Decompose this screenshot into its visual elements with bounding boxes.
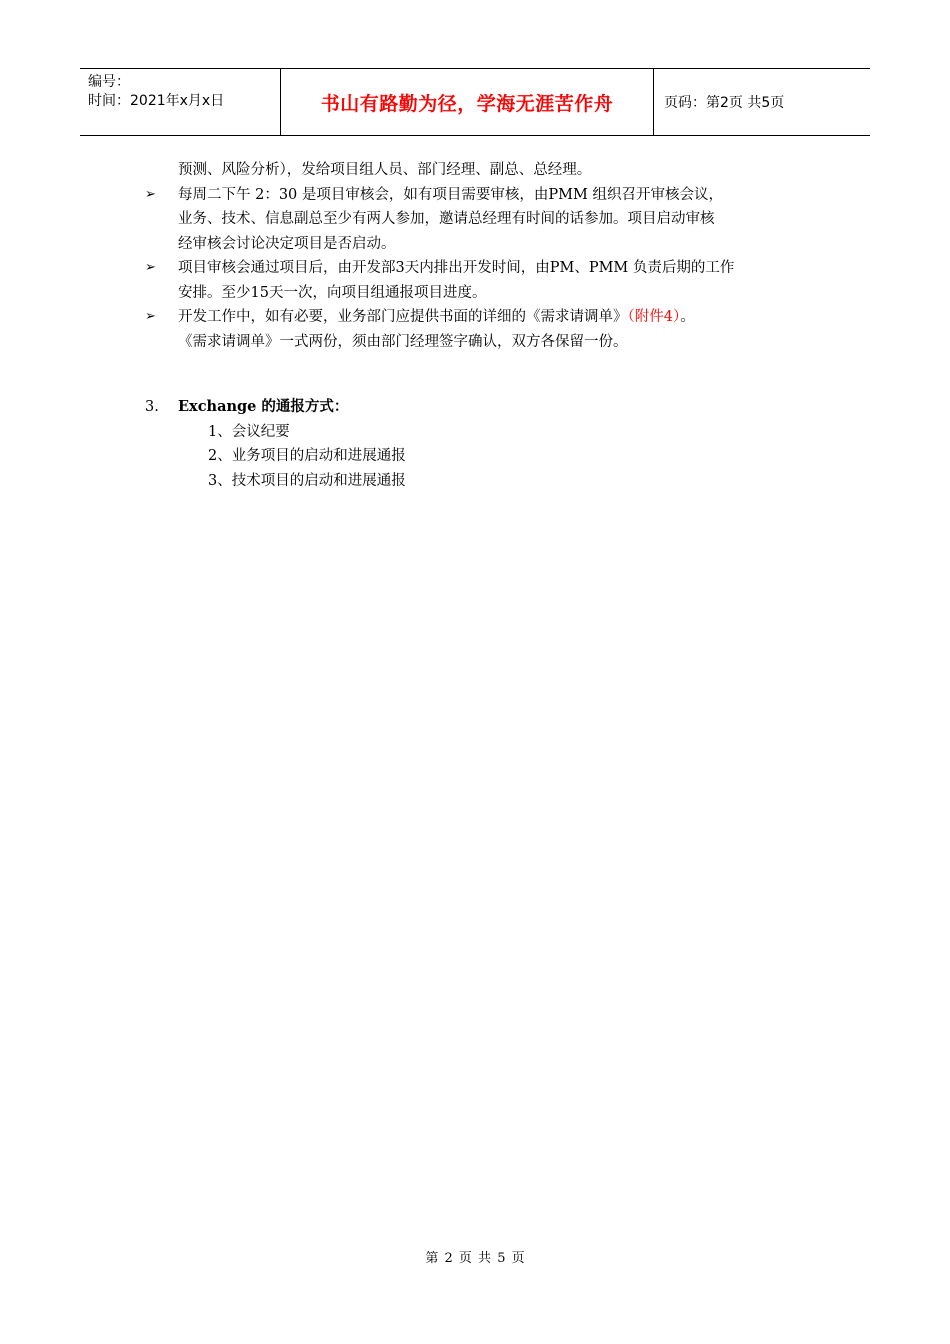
bullet-line: 业务、技术、信息副总至少有两人参加，邀请总经理有时间的话参加。项目启动审核 <box>178 211 715 227</box>
bullet-text <box>178 183 805 257</box>
bullet-line: 经审核会讨论决定项目是否启动。 <box>178 235 396 252</box>
document-date-label: 时间：2021年x月x日 <box>88 93 225 109</box>
document-number-label: 编号： <box>88 74 130 90</box>
header-motto: 书山有路勤为径，学海无涯苦作舟 <box>281 69 654 135</box>
section-list-item: 1、会议纪要 <box>208 423 290 440</box>
section-number: 3. <box>145 399 159 415</box>
arrowhead-bullet-icon: ➢ <box>145 186 156 202</box>
attachment-reference: （附件4） <box>627 309 681 325</box>
section-list <box>145 420 805 494</box>
list-item <box>145 183 805 257</box>
bullet-text <box>178 256 805 305</box>
bullet-line: 每周二下午 2：30 是项目审核会，如有项目需要审核，由PMM 组织召开审核会议， <box>178 186 723 203</box>
header-page-label: 页码：第2页 共5页 <box>664 95 785 111</box>
bullet-text-segment: 。 <box>680 309 695 325</box>
document-body <box>145 158 805 493</box>
bullet-line: 《需求请调单》一式两份，须由部门经理签字确认，双方各保留一份。 <box>178 333 628 350</box>
section-heading <box>145 395 805 420</box>
bullet-line: 安排。至少15天一次，向项目组通报项目进度。 <box>178 284 487 301</box>
arrowhead-bullet-icon: ➢ <box>145 260 156 275</box>
arrowhead-bullet-icon: ➢ <box>145 309 156 324</box>
bullet-text <box>178 305 805 354</box>
header-meta-cell <box>80 69 281 135</box>
section-list-item: 2、业务项目的启动和进展通报 <box>208 448 406 464</box>
continued-paragraph-line: 预测、风险分析），发给项目组人员、部门经理、副总、总经理。 <box>178 162 592 178</box>
list-item <box>145 305 805 354</box>
section-list-item: 3、技术项目的启动和进展通报 <box>208 472 406 489</box>
bullet-line <box>178 305 805 330</box>
section-title: Exchange 的通报方式： <box>178 398 349 415</box>
document-header <box>80 68 870 136</box>
list-item <box>145 256 805 305</box>
page-footer: 第 2 页 共 5 页 <box>425 1251 525 1266</box>
bullet-text-segment: 开发工作中，如有必要，业务部门应提供书面的详细的《需求请调单》 <box>178 309 628 325</box>
bullet-line: 项目审核会通过项目后，由开发部3天内排出开发时间，由PM、PMM 负责后期的工作 <box>178 260 735 276</box>
